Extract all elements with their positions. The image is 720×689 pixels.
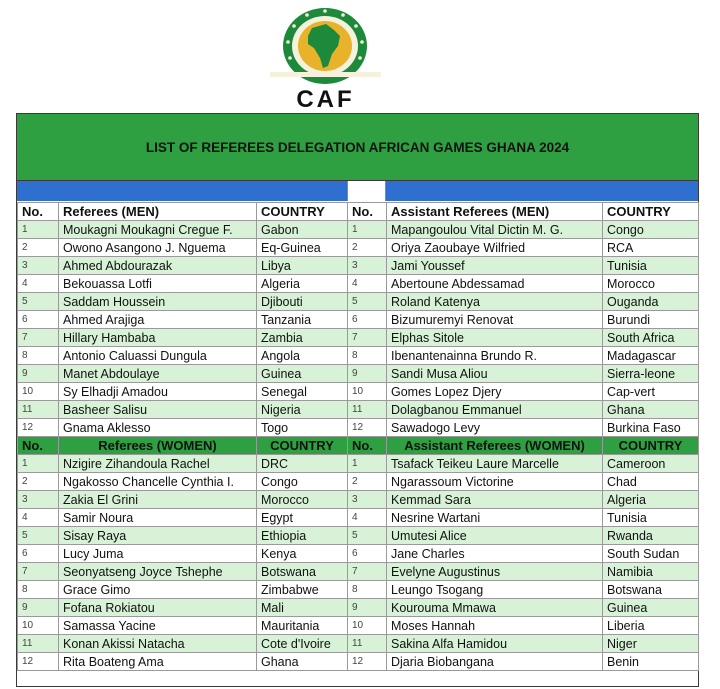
cell-num: 12 [348, 419, 387, 437]
cell-country: Ouganda [603, 293, 699, 311]
cell-country: Tanzania [257, 311, 348, 329]
cell-name: Owono Asangono J. Nguema [59, 239, 257, 257]
table-row [18, 491, 348, 509]
table-row [18, 509, 348, 527]
cell-country: Angola [257, 347, 348, 365]
cell-country: Cap-vert [603, 383, 699, 401]
cell-name: Saddam Houssein [59, 293, 257, 311]
cell-num: 6 [348, 311, 387, 329]
header-country: COUNTRY [603, 203, 699, 221]
cell-num: 7 [348, 563, 387, 581]
cell-country: Tunisia [603, 257, 699, 275]
caf-logo-text: CAF [296, 86, 355, 113]
cell-country: Madagascar [603, 347, 699, 365]
table-header-row [18, 203, 348, 221]
table-row [18, 455, 348, 473]
header-logo-area [0, 0, 720, 112]
blue-bar-gap [347, 181, 386, 201]
header-country: COUNTRY [603, 437, 699, 455]
blue-bar-right [386, 181, 698, 201]
cell-num: 1 [18, 455, 59, 473]
cell-name: Gomes Lopez Djery [387, 383, 603, 401]
table-row [18, 563, 348, 581]
table-row [18, 383, 348, 401]
cell-name: Lucy Juma [59, 545, 257, 563]
table-row [18, 527, 348, 545]
cell-name: Leungo Tsogang [387, 581, 603, 599]
cell-num: 12 [348, 653, 387, 671]
cell-name: Zakia El Grini [59, 491, 257, 509]
table-row [348, 293, 699, 311]
cell-num: 7 [348, 329, 387, 347]
cell-country: Cameroon [603, 455, 699, 473]
header-country: COUNTRY [257, 203, 348, 221]
table-row [18, 329, 348, 347]
cell-num: 3 [348, 257, 387, 275]
table-row [18, 419, 348, 437]
table-row [348, 599, 699, 617]
cell-num: 3 [348, 491, 387, 509]
cell-country: South Sudan [603, 545, 699, 563]
cell-country: Niger [603, 635, 699, 653]
table-row [348, 239, 699, 257]
cell-country: Zimbabwe [257, 581, 348, 599]
header-no: No. [18, 203, 59, 221]
cell-name: Moses Hannah [387, 617, 603, 635]
table-row [348, 635, 699, 653]
table-row [18, 401, 348, 419]
right-table-body [348, 203, 699, 671]
cell-country: Ghana [257, 653, 348, 671]
cell-name: Jane Charles [387, 545, 603, 563]
cell-country: Cote d'Ivoire [257, 635, 348, 653]
table-row [348, 419, 699, 437]
table-row [348, 581, 699, 599]
cell-name: Elphas Sitole [387, 329, 603, 347]
cell-country: Eq-Guinea [257, 239, 348, 257]
cell-country: Zambia [257, 329, 348, 347]
cell-name: Kourouma Mmawa [387, 599, 603, 617]
cell-name: Kemmad Sara [387, 491, 603, 509]
cell-name: Oriya Zaoubaye Wilfried [387, 239, 603, 257]
cell-country: Benin [603, 653, 699, 671]
cell-country: Sierra-leone [603, 365, 699, 383]
cell-num: 8 [348, 581, 387, 599]
cell-country: Ghana [603, 401, 699, 419]
cell-country: Togo [257, 419, 348, 437]
cell-name: Sawadogo Levy [387, 419, 603, 437]
cell-num: 9 [348, 365, 387, 383]
cell-name: Roland Katenya [387, 293, 603, 311]
cell-name: Moukagni Moukagni Cregue F. [59, 221, 257, 239]
cell-num: 5 [348, 293, 387, 311]
cell-name: Fofana Rokiatou [59, 599, 257, 617]
cell-num: 3 [18, 257, 59, 275]
cell-name: Ngakosso Chancelle Cynthia I. [59, 473, 257, 491]
right-table [347, 202, 699, 671]
cell-num: 7 [18, 563, 59, 581]
caf-logo-icon [268, 6, 383, 90]
table-row [348, 401, 699, 419]
table-row [348, 311, 699, 329]
cell-name: Ahmed Arajiga [59, 311, 257, 329]
cell-country: Ethiopia [257, 527, 348, 545]
cell-country: Namibia [603, 563, 699, 581]
cell-num: 8 [348, 347, 387, 365]
table-row [348, 563, 699, 581]
cell-num: 1 [348, 221, 387, 239]
cell-num: 9 [18, 599, 59, 617]
cell-name: Seonyatseng Joyce Tshephe [59, 563, 257, 581]
cell-num: 11 [348, 635, 387, 653]
cell-name: Ngarassoum Victorine [387, 473, 603, 491]
table-row [348, 383, 699, 401]
cell-num: 6 [18, 545, 59, 563]
cell-num: 9 [18, 365, 59, 383]
cell-name: Abertoune Abdessamad [387, 275, 603, 293]
cell-num: 9 [348, 599, 387, 617]
cell-country: Nigeria [257, 401, 348, 419]
header-no: No. [348, 203, 387, 221]
table-row [348, 491, 699, 509]
cell-country: Senegal [257, 383, 348, 401]
cell-name: Rita Boateng Ama [59, 653, 257, 671]
cell-num: 3 [18, 491, 59, 509]
header-name: Assistant Referees (WOMEN) [387, 437, 603, 455]
cell-num: 10 [18, 617, 59, 635]
table-header-row [348, 203, 699, 221]
table-row [348, 617, 699, 635]
table-row [348, 257, 699, 275]
header-no: No. [348, 437, 387, 455]
cell-num: 2 [348, 473, 387, 491]
cell-name: Hillary Hambaba [59, 329, 257, 347]
table-row [18, 473, 348, 491]
cell-name: Tsafack Teikeu Laure Marcelle [387, 455, 603, 473]
cell-country: Botswana [603, 581, 699, 599]
table-row [348, 221, 699, 239]
cell-country: Rwanda [603, 527, 699, 545]
cell-country: Kenya [257, 545, 348, 563]
table-row [348, 509, 699, 527]
cell-name: Ibenantenainna Brundo R. [387, 347, 603, 365]
table-header-row [348, 437, 699, 455]
cell-country: Libya [257, 257, 348, 275]
cell-num: 6 [18, 311, 59, 329]
cell-country: Algeria [603, 491, 699, 509]
cell-num: 4 [18, 275, 59, 293]
header-name: Referees (MEN) [59, 203, 257, 221]
cell-country: South Africa [603, 329, 699, 347]
cell-num: 4 [18, 509, 59, 527]
cell-num: 4 [348, 509, 387, 527]
table-row [18, 545, 348, 563]
cell-name: Jami Youssef [387, 257, 603, 275]
cell-country: Egypt [257, 509, 348, 527]
header-name: Referees (WOMEN) [59, 437, 257, 455]
document-title: LIST OF REFEREES DELEGATION AFRICAN GAMES GHANA 2024 [145, 139, 570, 155]
table-row [18, 653, 348, 671]
cell-name: Nzigire Zihandoula Rachel [59, 455, 257, 473]
cell-country: Tunisia [603, 509, 699, 527]
cell-country: Mauritania [257, 617, 348, 635]
cell-name: Nesrine Wartani [387, 509, 603, 527]
cell-name: Basheer Salisu [59, 401, 257, 419]
cell-name: Gnama Aklesso [59, 419, 257, 437]
cell-country: Mali [257, 599, 348, 617]
table-row [18, 275, 348, 293]
table-row [348, 365, 699, 383]
cell-num: 11 [18, 401, 59, 419]
cell-country: Guinea [257, 365, 348, 383]
cell-name: Umutesi Alice [387, 527, 603, 545]
cell-name: Sisay Raya [59, 527, 257, 545]
cell-num: 10 [18, 383, 59, 401]
table-row [18, 581, 348, 599]
cell-country: Morocco [603, 275, 699, 293]
header-country: COUNTRY [257, 437, 348, 455]
cell-country: Gabon [257, 221, 348, 239]
cell-num: 7 [18, 329, 59, 347]
table-header-row [18, 437, 348, 455]
blue-bar-left [17, 181, 347, 201]
cell-num: 11 [18, 635, 59, 653]
table-row [18, 239, 348, 257]
cell-name: Bekouassa Lotfi [59, 275, 257, 293]
cell-num: 5 [348, 527, 387, 545]
cell-num: 1 [348, 455, 387, 473]
cell-country: Chad [603, 473, 699, 491]
table-row [348, 347, 699, 365]
cell-country: Burkina Faso [603, 419, 699, 437]
cell-num: 5 [18, 293, 59, 311]
cell-name: Samir Noura [59, 509, 257, 527]
table-row [18, 257, 348, 275]
cell-name: Manet Abdoulaye [59, 365, 257, 383]
cell-num: 2 [348, 239, 387, 257]
cell-num: 10 [348, 617, 387, 635]
table-row [18, 599, 348, 617]
cell-num: 5 [18, 527, 59, 545]
table-row [348, 455, 699, 473]
cell-name: Samassa Yacine [59, 617, 257, 635]
cell-country: Congo [603, 221, 699, 239]
header-no: No. [18, 437, 59, 455]
table-row [348, 329, 699, 347]
cell-name: Antonio Caluassi Dungula [59, 347, 257, 365]
cell-country: Djibouti [257, 293, 348, 311]
referee-list-sheet [16, 113, 699, 687]
cell-num: 6 [348, 545, 387, 563]
cell-name: Sy Elhadji Amadou [59, 383, 257, 401]
cell-country: Burundi [603, 311, 699, 329]
cell-name: Sakina Alfa Hamidou [387, 635, 603, 653]
cell-name: Bizumuremyi Renovat [387, 311, 603, 329]
table-row [348, 653, 699, 671]
cell-country: RCA [603, 239, 699, 257]
cell-num: 2 [18, 239, 59, 257]
cell-name: Ahmed Abdourazak [59, 257, 257, 275]
cell-country: Guinea [603, 599, 699, 617]
cell-name: Mapangoulou Vital Dictin M. G. [387, 221, 603, 239]
cell-country: DRC [257, 455, 348, 473]
table-row [18, 635, 348, 653]
table-row [18, 221, 348, 239]
cell-name: Dolagbanou Emmanuel [387, 401, 603, 419]
table-row [348, 473, 699, 491]
cell-name: Sandi Musa Aliou [387, 365, 603, 383]
table-row [18, 617, 348, 635]
cell-num: 12 [18, 653, 59, 671]
left-table [17, 202, 348, 671]
cell-country: Botswana [257, 563, 348, 581]
cell-num: 8 [18, 581, 59, 599]
cell-num: 10 [348, 383, 387, 401]
cell-num: 8 [18, 347, 59, 365]
table-row [348, 275, 699, 293]
table-row [18, 347, 348, 365]
title-band [17, 114, 698, 181]
cell-name: Evelyne Augustinus [387, 563, 603, 581]
table-row [18, 365, 348, 383]
cell-num: 12 [18, 419, 59, 437]
cell-country: Liberia [603, 617, 699, 635]
cell-country: Congo [257, 473, 348, 491]
table-row [348, 545, 699, 563]
header-name: Assistant Referees (MEN) [387, 203, 603, 221]
cell-country: Morocco [257, 491, 348, 509]
cell-name: Grace Gimo [59, 581, 257, 599]
table-row [18, 293, 348, 311]
cell-name: Djaria Biobangana [387, 653, 603, 671]
cell-num: 2 [18, 473, 59, 491]
table-row [348, 527, 699, 545]
cell-num: 4 [348, 275, 387, 293]
left-table-body [18, 203, 348, 671]
cell-num: 11 [348, 401, 387, 419]
cell-num: 1 [18, 221, 59, 239]
table-row [18, 311, 348, 329]
cell-name: Konan Akissi Natacha [59, 635, 257, 653]
cell-country: Algeria [257, 275, 348, 293]
